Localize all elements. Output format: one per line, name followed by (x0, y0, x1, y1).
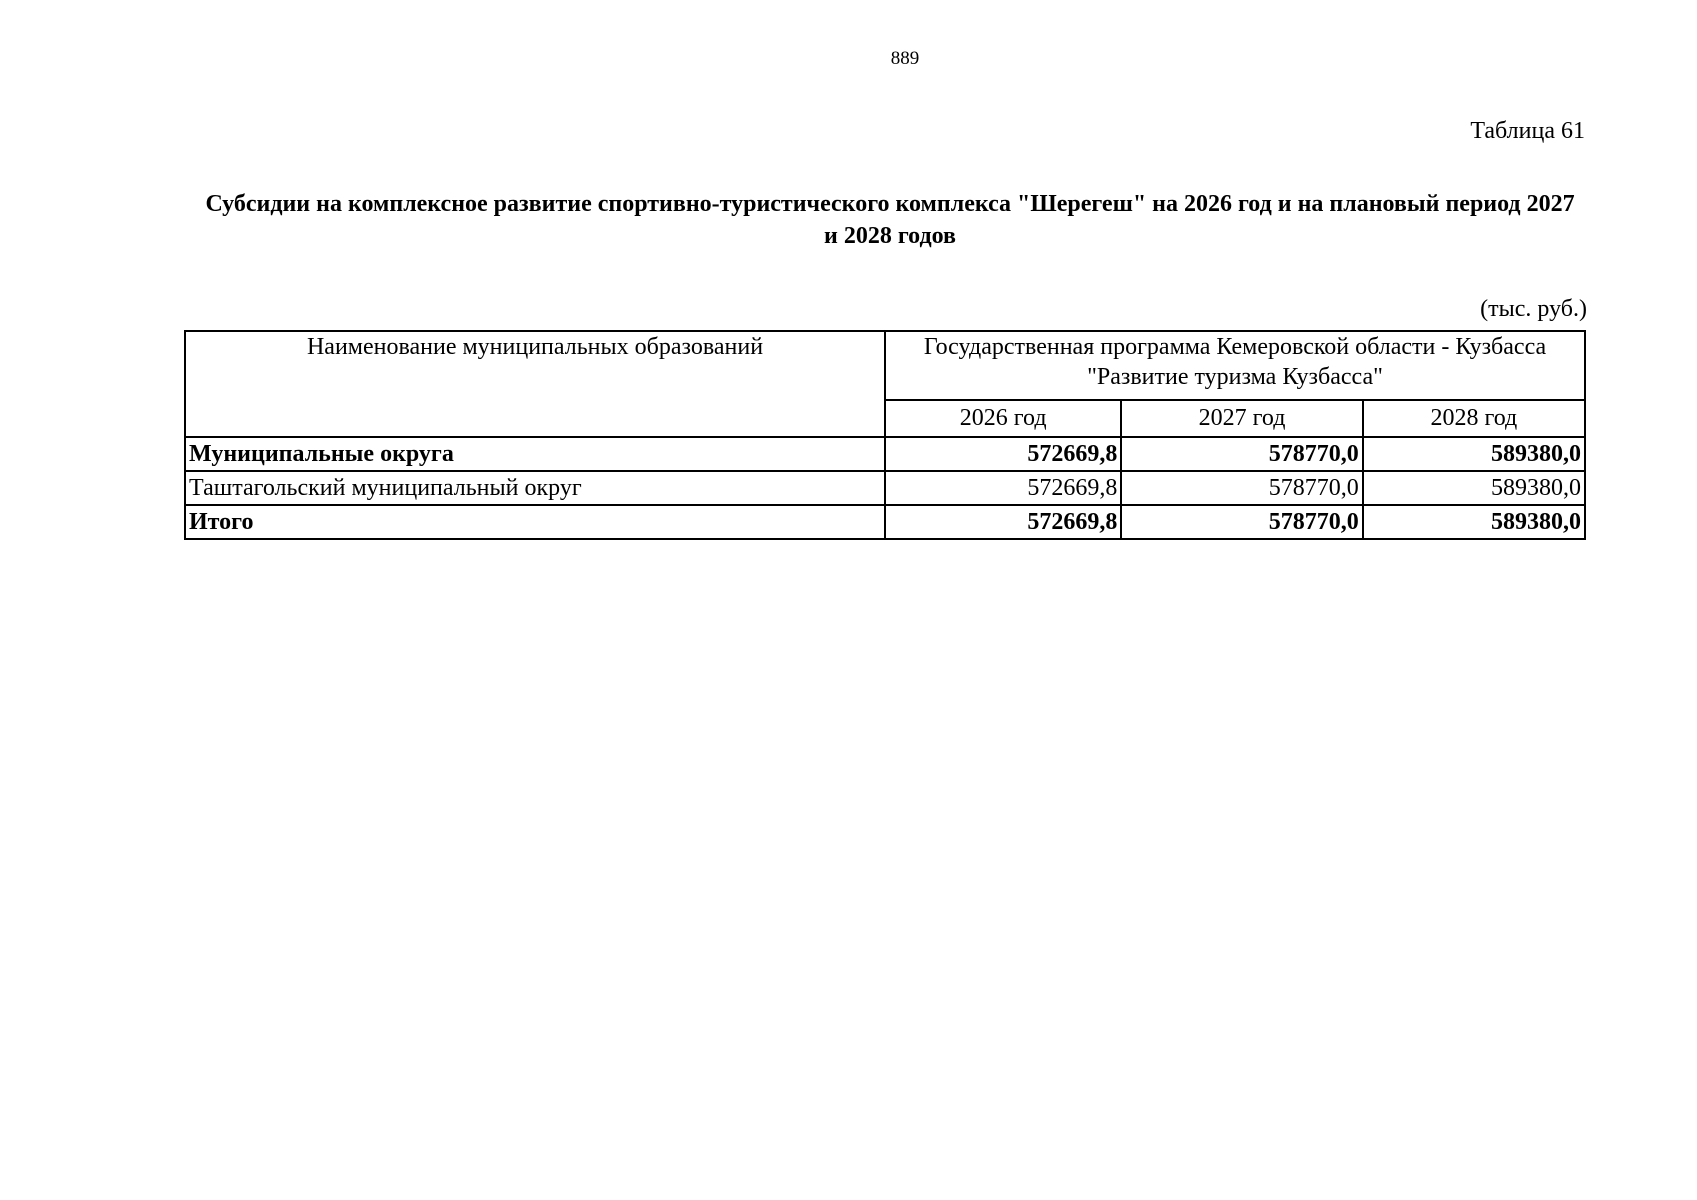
row-name: Итого (185, 505, 885, 539)
row-value-2027: 578770,0 (1121, 505, 1362, 539)
subsidies-table (184, 330, 1586, 540)
table-row (185, 505, 1585, 539)
table-row (185, 437, 1585, 471)
header-municipality-name: Наименование муниципальных образований (185, 331, 885, 437)
header-state-program: Государственная программа Кемеровской области - Кузбасса "Развитие туризма Кузбасса" (885, 331, 1585, 400)
row-value-2026: 572669,8 (885, 505, 1121, 539)
units-label: (тыс. руб.) (1480, 296, 1587, 322)
row-value-2028: 589380,0 (1363, 471, 1585, 505)
row-value-2028: 589380,0 (1363, 437, 1585, 471)
document-title: Субсидии на комплексное развитие спортивно-туристического комплекса "Шерегеш" на 2026 год и на плановый период 2027 и 2028 годов (205, 191, 1575, 249)
header-year-2026: 2026 год (885, 400, 1121, 437)
row-value-2026: 572669,8 (885, 437, 1121, 471)
table-label: Таблица 61 (1470, 118, 1585, 144)
row-name: Муниципальные округа (185, 437, 885, 471)
table-row (185, 471, 1585, 505)
row-value-2026: 572669,8 (885, 471, 1121, 505)
page-number: 889 (890, 48, 920, 69)
header-year-2027: 2027 год (1121, 400, 1362, 437)
row-value-2027: 578770,0 (1121, 437, 1362, 471)
row-value-2028: 589380,0 (1363, 505, 1585, 539)
row-value-2027: 578770,0 (1121, 471, 1362, 505)
header-year-2028: 2028 год (1363, 400, 1585, 437)
row-name: Таштагольский муниципальный округ (185, 471, 885, 505)
